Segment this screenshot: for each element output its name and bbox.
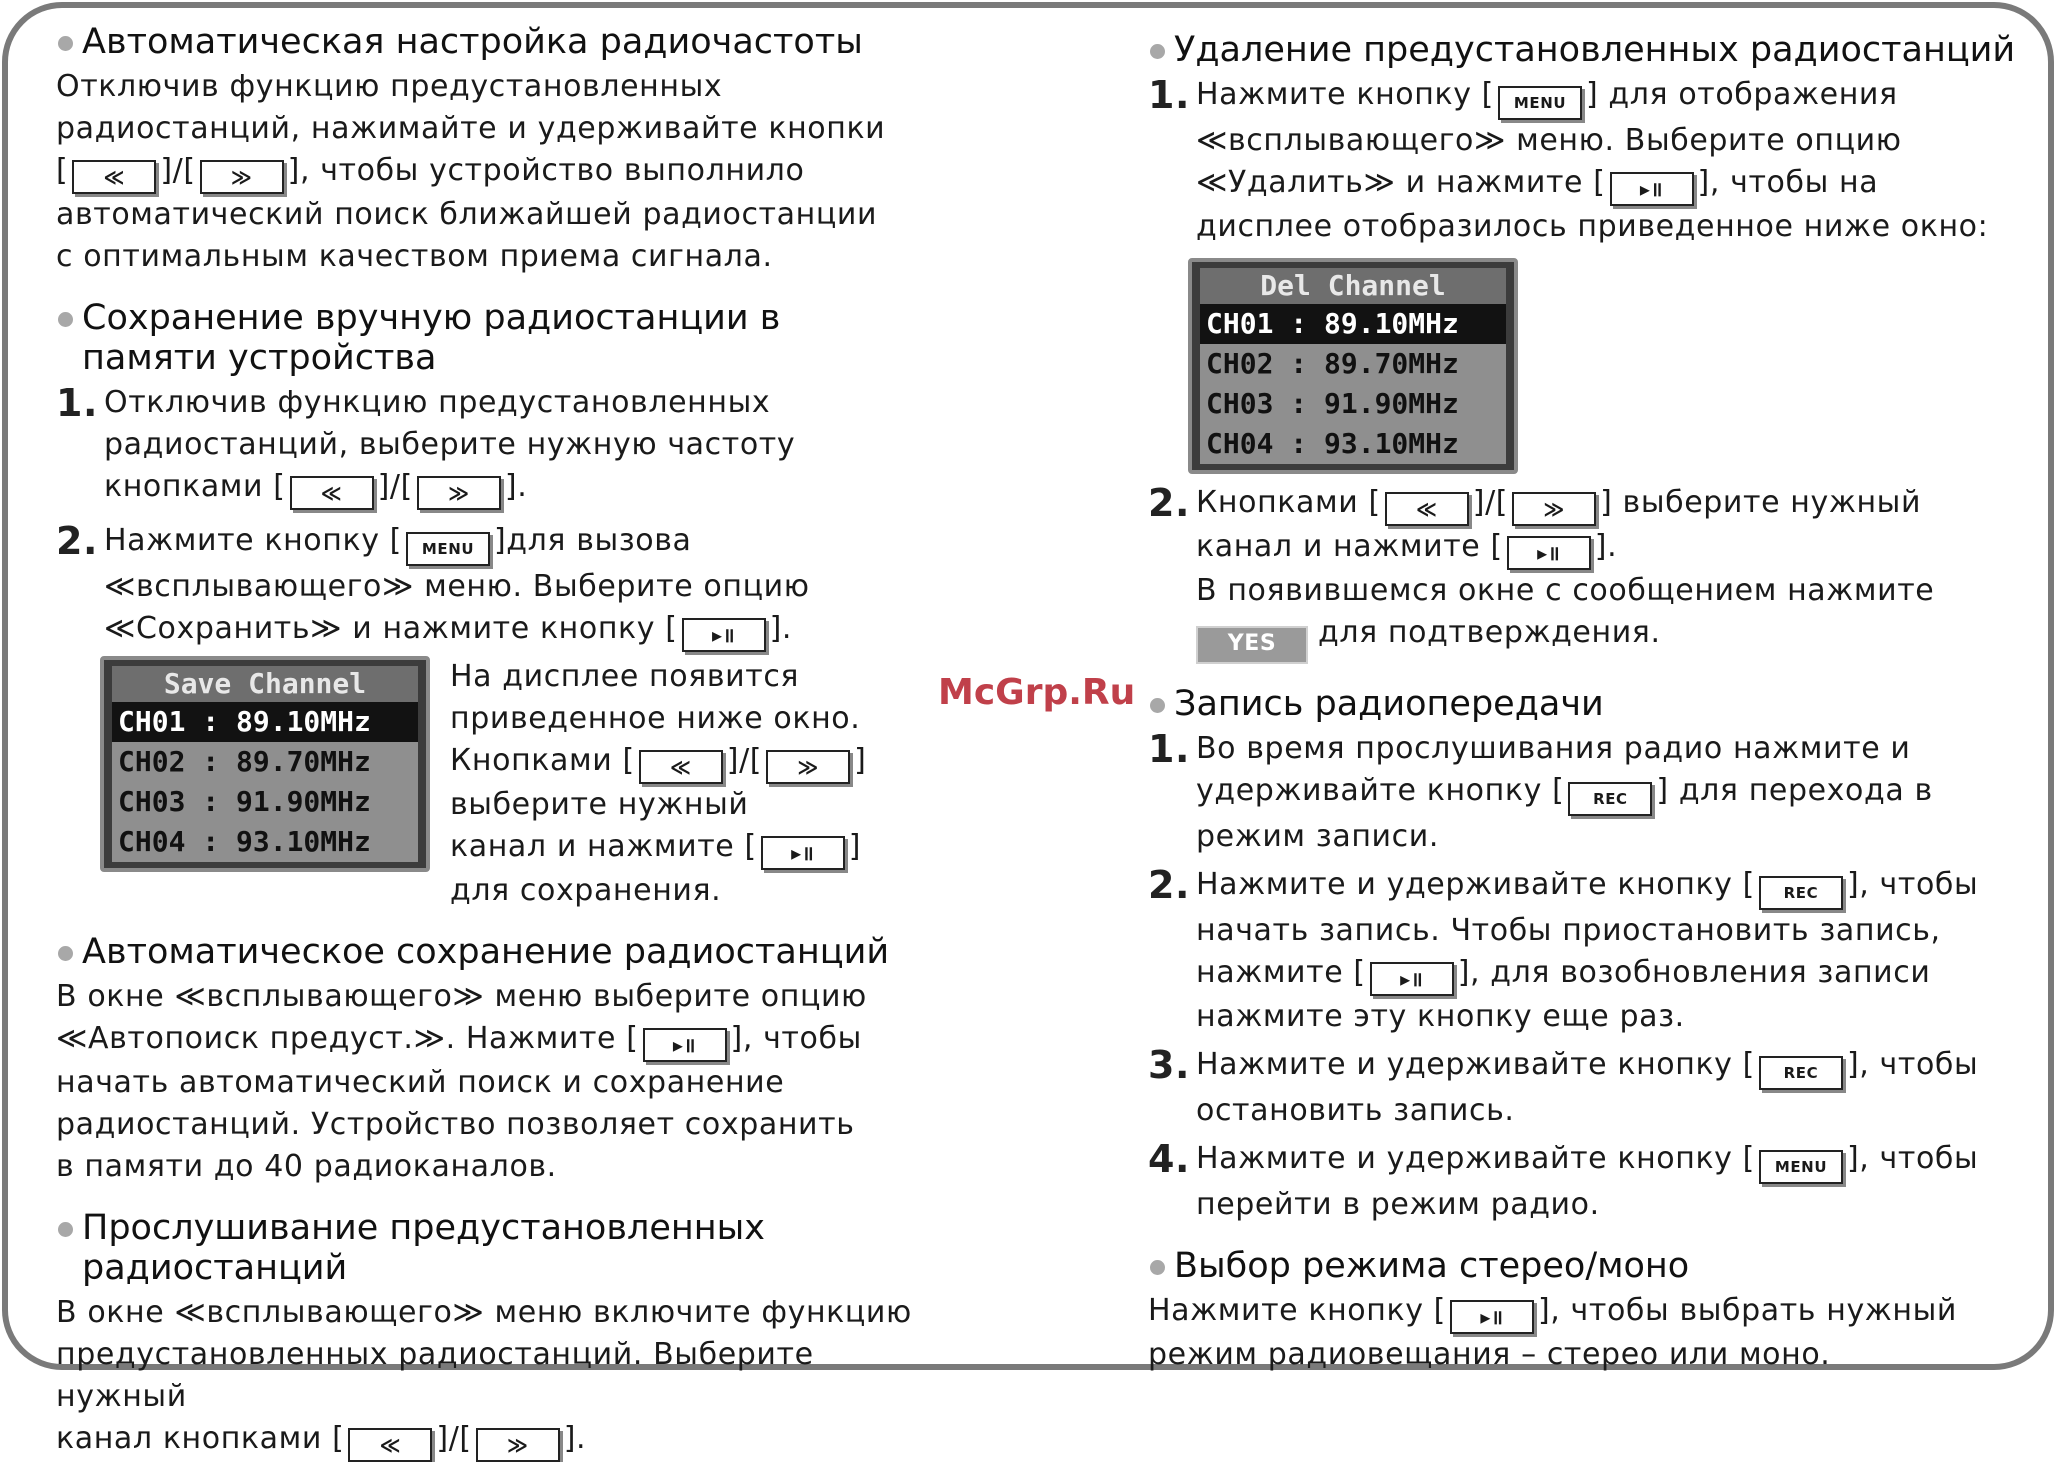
rewind-button-icon: ≪ xyxy=(348,1428,432,1462)
section-heading-manual-save: Сохранение вручную радиостанции в памяти устройства xyxy=(56,298,936,378)
channel-row: CH02 : 89.70MHz xyxy=(1200,344,1506,384)
step-number: 2. xyxy=(1148,481,1191,525)
channel-row: CH03 : 91.90MHz xyxy=(1200,384,1506,424)
screen-title: Save Channel xyxy=(112,666,418,702)
play-pause-button-icon: ▸॥ xyxy=(761,836,845,870)
left-column xyxy=(56,22,936,1462)
yes-button-icon: YES xyxy=(1196,626,1308,664)
forward-button-icon: ≫ xyxy=(200,160,284,194)
record-step-2: 2. Нажмите и удерживайте кнопку [ REC ], чтобы начать запись. Чтобы приостановить запись, нажмите [ ▸॥ ], для возобновления записи нажмите эту кнопку еще раз. xyxy=(1148,863,1979,1034)
step-number: 1. xyxy=(1148,73,1191,117)
rec-button-icon: REC xyxy=(1759,1056,1843,1090)
forward-button-icon: ≫ xyxy=(766,750,850,784)
menu-button-icon: MENU xyxy=(406,532,490,566)
section-heading-stereo-mono: Выбор режима стерео/моно xyxy=(1148,1246,2028,1286)
section-heading-auto-save: Автоматическое сохранение радиостанций xyxy=(56,932,936,972)
save-screen-block xyxy=(100,656,936,912)
save-screen-caption: На дисплее появится приведенное ниже окно. Кнопками [ ≪ ]/[ ≫ ] выберите нужный канал и нажмите [ ▸॥ ] для сохранения. xyxy=(450,659,867,908)
delete-step-2: 2. Кнопками [ ≪ ]/[ ≫ ] выберите нужный канал и нажмите [ ▸॥ ]. В появившемся окне с сообщением нажмите YES для подтверждения. xyxy=(1148,482,2028,664)
step-number: 4. xyxy=(1148,1137,1191,1181)
screen-title: Del Channel xyxy=(1200,268,1506,304)
paragraph-auto-tune: Отключив функцию предустановленных радиостанций, нажимайте и удерживайте кнопки [ ≪ ]/[ ≫ ], чтобы устройство выполнило автоматический поиск ближайшей радиостанции с оптимальным качеством приема сигнала. xyxy=(56,69,886,274)
play-pause-button-icon: ▸॥ xyxy=(1610,172,1694,206)
rec-button-icon: REC xyxy=(1568,782,1652,816)
record-step-1: 1. Во время прослушивания радио нажмите и удерживайте кнопку [ REC ] для перехода в режим записи. xyxy=(1148,727,1933,854)
paragraph-listen-presets: В окне ≪всплывающего≫ меню включите функцию предустановленных радиостанций. Выберите нужный канал кнопками [ ≪ ]/[ ≫ ]. xyxy=(56,1292,936,1462)
play-pause-button-icon: ▸॥ xyxy=(1450,1300,1534,1334)
play-pause-button-icon: ▸॥ xyxy=(643,1028,727,1062)
forward-button-icon: ≫ xyxy=(476,1428,560,1462)
rewind-button-icon: ≪ xyxy=(639,750,723,784)
play-pause-button-icon: ▸॥ xyxy=(1507,536,1591,570)
section-heading-auto-tune: Автоматическая настройка радиочастоты xyxy=(56,22,936,62)
step-number: 1. xyxy=(56,381,99,425)
forward-button-icon: ≫ xyxy=(1512,492,1596,526)
channel-row: CH02 : 89.70MHz xyxy=(112,742,418,782)
section-heading-listen-presets: Прослушивание предустановленных радиостанций xyxy=(56,1208,936,1288)
watermark: McGrp.Ru xyxy=(938,672,1136,713)
channel-row: CH01 : 89.10MHz xyxy=(1200,304,1506,344)
step-number: 2. xyxy=(56,519,99,563)
channel-row: CH04 : 93.10MHz xyxy=(1200,424,1506,464)
channel-row: CH03 : 91.90MHz xyxy=(112,782,418,822)
section-heading-delete-presets: Удаление предустановленных радиостанций xyxy=(1148,30,2028,70)
manual-save-step-2: 2. Нажмите кнопку [ MENU ]для вызова ≪всплывающего≫ меню. Выберите опцию ≪Сохранить≫ и нажмите кнопку [ ▸॥ ]. xyxy=(56,520,936,652)
rewind-button-icon: ≪ xyxy=(72,160,156,194)
channel-row: CH01 : 89.10MHz xyxy=(112,702,418,742)
play-pause-button-icon: ▸॥ xyxy=(682,618,766,652)
del-channel-screen xyxy=(1188,258,1518,474)
delete-step-1: 1. Нажмите кнопку [ MENU ] для отображения ≪всплывающего≫ меню. Выберите опцию ≪Удалить≫ и нажмите [ ▸॥ ], чтобы на дисплее отобразилось приведенное ниже окно: xyxy=(1148,73,1989,244)
step-number: 2. xyxy=(1148,863,1191,907)
menu-button-icon: MENU xyxy=(1498,86,1582,120)
record-step-4: 4. Нажмите и удерживайте кнопку [ MENU ], чтобы перейти в режим радио. xyxy=(1148,1137,1979,1222)
section-heading-recording: Запись радиопередачи xyxy=(1148,684,2028,724)
record-step-3: 3. Нажмите и удерживайте кнопку [ REC ], чтобы остановить запись. xyxy=(1148,1043,1979,1128)
step-number: 3. xyxy=(1148,1043,1191,1087)
step-number: 1. xyxy=(1148,727,1191,771)
channel-row: CH04 : 93.10MHz xyxy=(112,822,418,862)
paragraph-stereo-mono: Нажмите кнопку [ ▸॥ ], чтобы выбрать нужный режим радиовещания – стерео или моно. xyxy=(1148,1293,1958,1372)
menu-button-icon: MENU xyxy=(1759,1150,1843,1184)
play-pause-button-icon: ▸॥ xyxy=(1370,962,1454,996)
right-column xyxy=(1148,30,2028,1376)
rewind-button-icon: ≪ xyxy=(290,476,374,510)
forward-button-icon: ≫ xyxy=(417,476,501,510)
paragraph-auto-save: В окне ≪всплывающего≫ меню выберите опцию ≪Автопоиск предуст.≫. Нажмите [ ▸॥ ], чтобы начать автоматический поиск и сохранение радиостанций. Устройство позволяет сохранить в памяти до 40 радиоканалов. xyxy=(56,979,867,1184)
rewind-button-icon: ≪ xyxy=(1385,492,1469,526)
rec-button-icon: REC xyxy=(1759,876,1843,910)
manual-save-step-1: 1. Отключив функцию предустановленных радиостанций, выберите нужную частоту кнопками [ ≪ ]/[ ≫ ]. xyxy=(56,382,936,510)
save-channel-screen xyxy=(100,656,430,872)
